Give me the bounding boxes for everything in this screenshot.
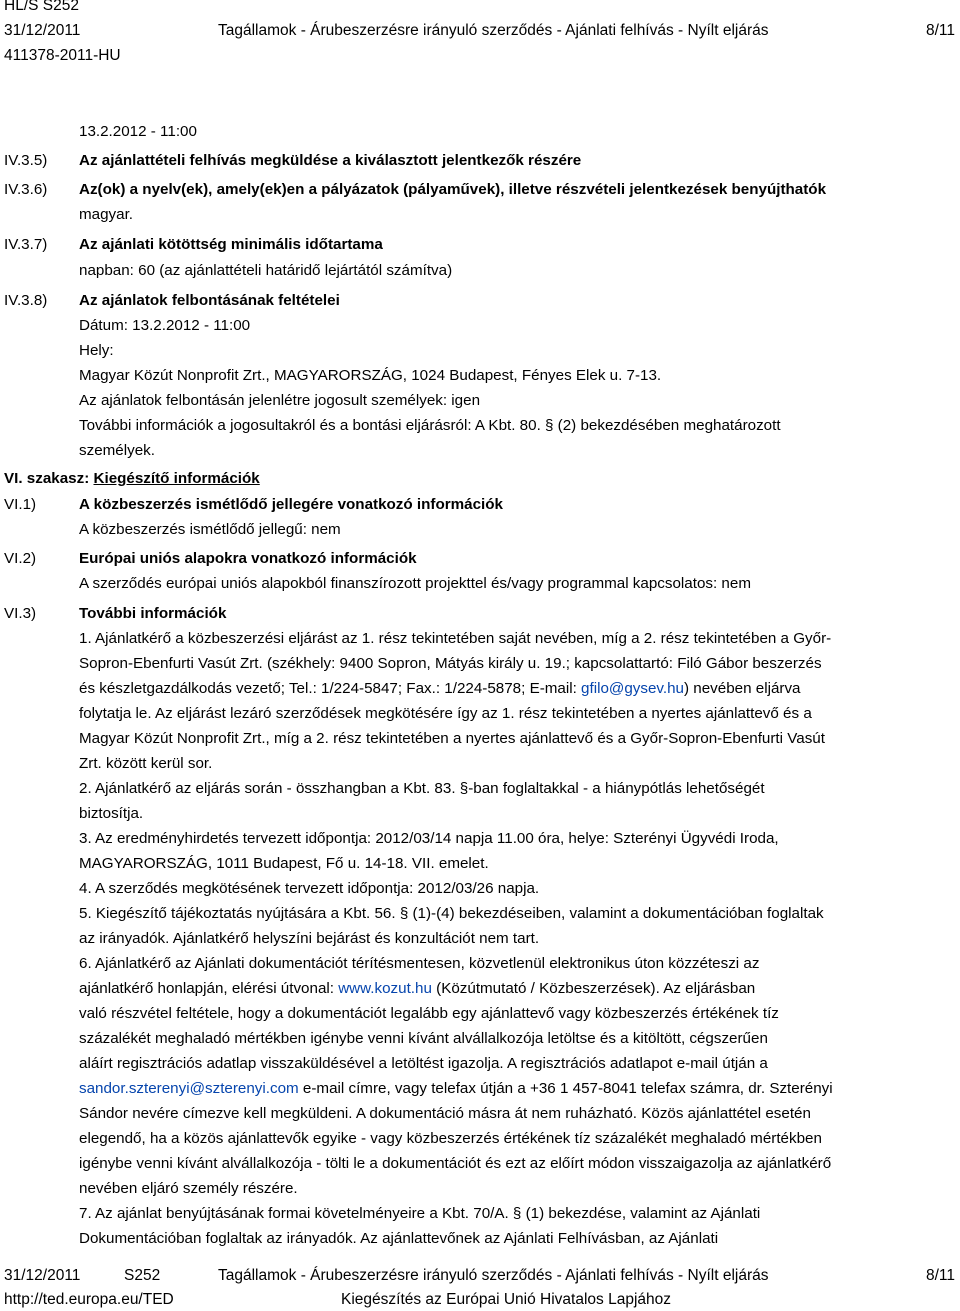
vi3-line: Zrt. között kerül sor. xyxy=(79,755,213,772)
vi3-line: Sopron-Ebenfurti Vasút Zrt. (székhely: 9400 Sopron, Mátyás király u. 19.; kapcsolattartó: Filó Gábor beszerzés xyxy=(79,655,822,672)
top-date: 13.2.2012 - 11:00 xyxy=(79,123,197,140)
section-number-vi2: VI.2) xyxy=(4,550,37,567)
section-number-iv38: IV.3.8) xyxy=(4,292,48,309)
kozut-website-link[interactable]: www.kozut.hu xyxy=(338,980,432,997)
footer-title: Tagállamok - Árubeszerzésre irányuló szerződés - Ajánlati felhívás - Nyílt eljárás xyxy=(218,1267,769,1284)
iv38-line: Dátum: 13.2.2012 - 11:00 xyxy=(79,317,251,334)
heading-iv36: Az(ok) a nyelv(ek), amely(ek)en a pályázatok (pályaművek), illetve részvételi jelentkezések benyújthatók xyxy=(79,181,827,198)
section-vi-prefix: VI. szakasz: xyxy=(4,470,94,487)
header-series: HL/S S252 xyxy=(4,0,79,14)
vi3-line: Sándor nevére címezve kell megküldeni. A dokumentáció másra át nem ruházható. Közös ajánlattétel esetén xyxy=(79,1105,811,1122)
vi3-line: Magyar Közút Nonprofit Zrt., míg a 2. rész tekintetében a nyertes ajánlattevő és a Győr-Sopron-Ebenfurti Vasút xyxy=(79,730,825,747)
iv38-line: személyek. xyxy=(79,442,155,459)
footer-page: 8/11 xyxy=(925,1267,955,1284)
section-number-iv36: IV.3.6) xyxy=(4,181,48,198)
iv38-line: Az ajánlatok felbontásán jelenlétre jogosult személyek: igen xyxy=(79,392,481,409)
vi3-line: sandor.szterenyi@szterenyi.com e-mail címre, vagy telefax útján a +36 1 457-8041 telefax számra, dr. Szterényi xyxy=(79,1080,833,1097)
vi3-line: 3. Az eredményhirdetés tervezett időpontja: 2012/03/14 napja 11.00 óra, helye: Szterényi Ügyvédi Iroda, xyxy=(79,830,779,847)
section-number-vi1: VI.1) xyxy=(4,496,37,513)
email-link-gfilo[interactable]: gfilo@gysev.hu xyxy=(581,680,684,697)
vi3-line: MAGYARORSZÁG, 1011 Budapest, Fő u. 14-18. VII. emelet. xyxy=(79,855,489,872)
page-header xyxy=(0,0,960,70)
iv38-line: Magyar Közút Nonprofit Zrt., MAGYARORSZÁG, 1024 Budapest, Fényes Elek u. 7-13. xyxy=(79,367,662,384)
text-vi2: A szerződés európai uniós alapokból finanszírozott projekttel és/vagy programmal kapcsolatos: nem xyxy=(79,575,751,592)
heading-iv37: Az ajánlati kötöttség minimális időtartama xyxy=(79,236,383,253)
vi3-line: az irányadók. Ajánlatkérő helyszíni bejárást és konzultációt nem tart. xyxy=(79,930,540,947)
iv38-line: További információk a jogosultakról és a bontási eljárásról: A Kbt. 80. § (2) bekezdésében meghatározott xyxy=(79,417,781,434)
section-vi-title: Kiegészítő információk xyxy=(93,470,260,487)
heading-iv35: Az ajánlattételi felhívás megküldése a kiválasztott jelentkezők részére xyxy=(79,152,582,169)
vi3-line: 4. A szerződés megkötésének tervezett időpontja: 2012/03/26 napja. xyxy=(79,880,540,897)
vi3-line: 7. Az ajánlat benyújtásának formai követelményeire a Kbt. 70/A. § (1) bekezdése, valamint az Ajánlati xyxy=(79,1205,761,1222)
header-ref: 411378-2011-HU xyxy=(4,47,121,64)
text-iv36: magyar. xyxy=(79,206,134,223)
vi3-line: igénybe venni kívánt alvállalkozója - tölti le a dokumentációt és ezt az előírt módon visszaigazolja az ajánlatkérő xyxy=(79,1155,832,1172)
vi3-line: Dokumentációban foglaltak az irányadók. Az ajánlattevőnek az Ajánlati Felhívásban, az Ajánlati xyxy=(79,1230,719,1247)
footer-series: S252 xyxy=(124,1267,161,1284)
header-date: 31/12/2011 xyxy=(4,22,81,39)
page-footer xyxy=(0,1262,960,1311)
text-iv37: napban: 60 (az ajánlattételi határidő lejártától számítva) xyxy=(79,262,453,279)
section-number-iv35: IV.3.5) xyxy=(4,152,48,169)
section-vi-heading xyxy=(4,470,260,488)
heading-vi3: További információk xyxy=(79,605,227,622)
vi3-line: százalékét meghaladó mértékben igénybe venni kívánt alvállalkozója letöltse és a kitöltött, cégszerűen xyxy=(79,1030,768,1047)
footer-date: 31/12/2011 xyxy=(4,1267,81,1284)
vi3-line: 5. Kiegészítő tájékoztatás nyújtására a Kbt. 56. § (1)-(4) bekezdéseiben, valamint a dokumentációban foglaltak xyxy=(79,905,824,922)
footer-publisher: Kiegészítés az Európai Unió Hivatalos Lapjához xyxy=(341,1291,671,1308)
footer-url[interactable]: http://ted.europa.eu/TED xyxy=(4,1291,174,1308)
text-vi1: A közbeszerzés ismétlődő jellegű: nem xyxy=(79,521,341,538)
vi3-line: elegendő, ha a közös ajánlattevők egyike - vagy közbeszerzés értékének tíz százalékét meghaladó mértékben xyxy=(79,1130,822,1147)
header-page: 8/11 xyxy=(925,22,955,39)
vi3-line: 1. Ajánlatkérő a közbeszerzési eljárást az 1. rész tekintetében saját nevében, míg a 2. rész tekintetében a Győr- xyxy=(79,630,832,647)
vi3-line: aláírt regisztrációs adatlap visszaküldésével a letöltést igazolja. A regisztrációs adatlapot e-mail útján a xyxy=(79,1055,768,1072)
vi3-line: 6. Ajánlatkérő az Ajánlati dokumentációt térítésmentesen, közvetlenül elektronikus úton közzéteszi az xyxy=(79,955,760,972)
heading-iv38: Az ajánlatok felbontásának feltételei xyxy=(79,292,340,309)
heading-vi2: Európai uniós alapokra vonatkozó információk xyxy=(79,550,417,567)
vi3-line: 2. Ajánlatkérő az eljárás során - összhangban a Kbt. 83. §-ban foglaltakkal - a hiánypótlás lehetőségét xyxy=(79,780,765,797)
vi3-line: folytatja le. Az eljárást lezáró szerződések megkötésére így az 1. rész tekintetében a nyertes ajánlattevő és a xyxy=(79,705,812,722)
vi3-line: és készletgazdálkodás vezető; Tel.: 1/224-5847; Fax.: 1/224-5878; E-mail: gfilo@gysev.hu) nevében eljárva xyxy=(79,680,801,697)
email-link-szterenyi[interactable]: sandor.szterenyi@szterenyi.com xyxy=(79,1080,299,1097)
header-title: Tagállamok - Árubeszerzésre irányuló szerződés - Ajánlati felhívás - Nyílt eljárás xyxy=(218,22,769,39)
iv38-line: Hely: xyxy=(79,342,114,359)
vi3-line: való részvétel feltétele, hogy a dokumentációt legalább egy ajánlattevő vagy közbeszerzés értékének tíz xyxy=(79,1005,779,1022)
section-number-vi3: VI.3) xyxy=(4,605,37,622)
vi3-line: ajánlatkérő honlapján, elérési útvonal: www.kozut.hu (Közútmutató / Közbeszerzések). Az eljárásban xyxy=(79,980,756,997)
vi3-line: nevében eljáró személy részére. xyxy=(79,1180,298,1197)
vi3-line: biztosítja. xyxy=(79,805,144,822)
heading-vi1: A közbeszerzés ismétlődő jellegére vonatkozó információk xyxy=(79,496,503,513)
section-number-iv37: IV.3.7) xyxy=(4,236,48,253)
